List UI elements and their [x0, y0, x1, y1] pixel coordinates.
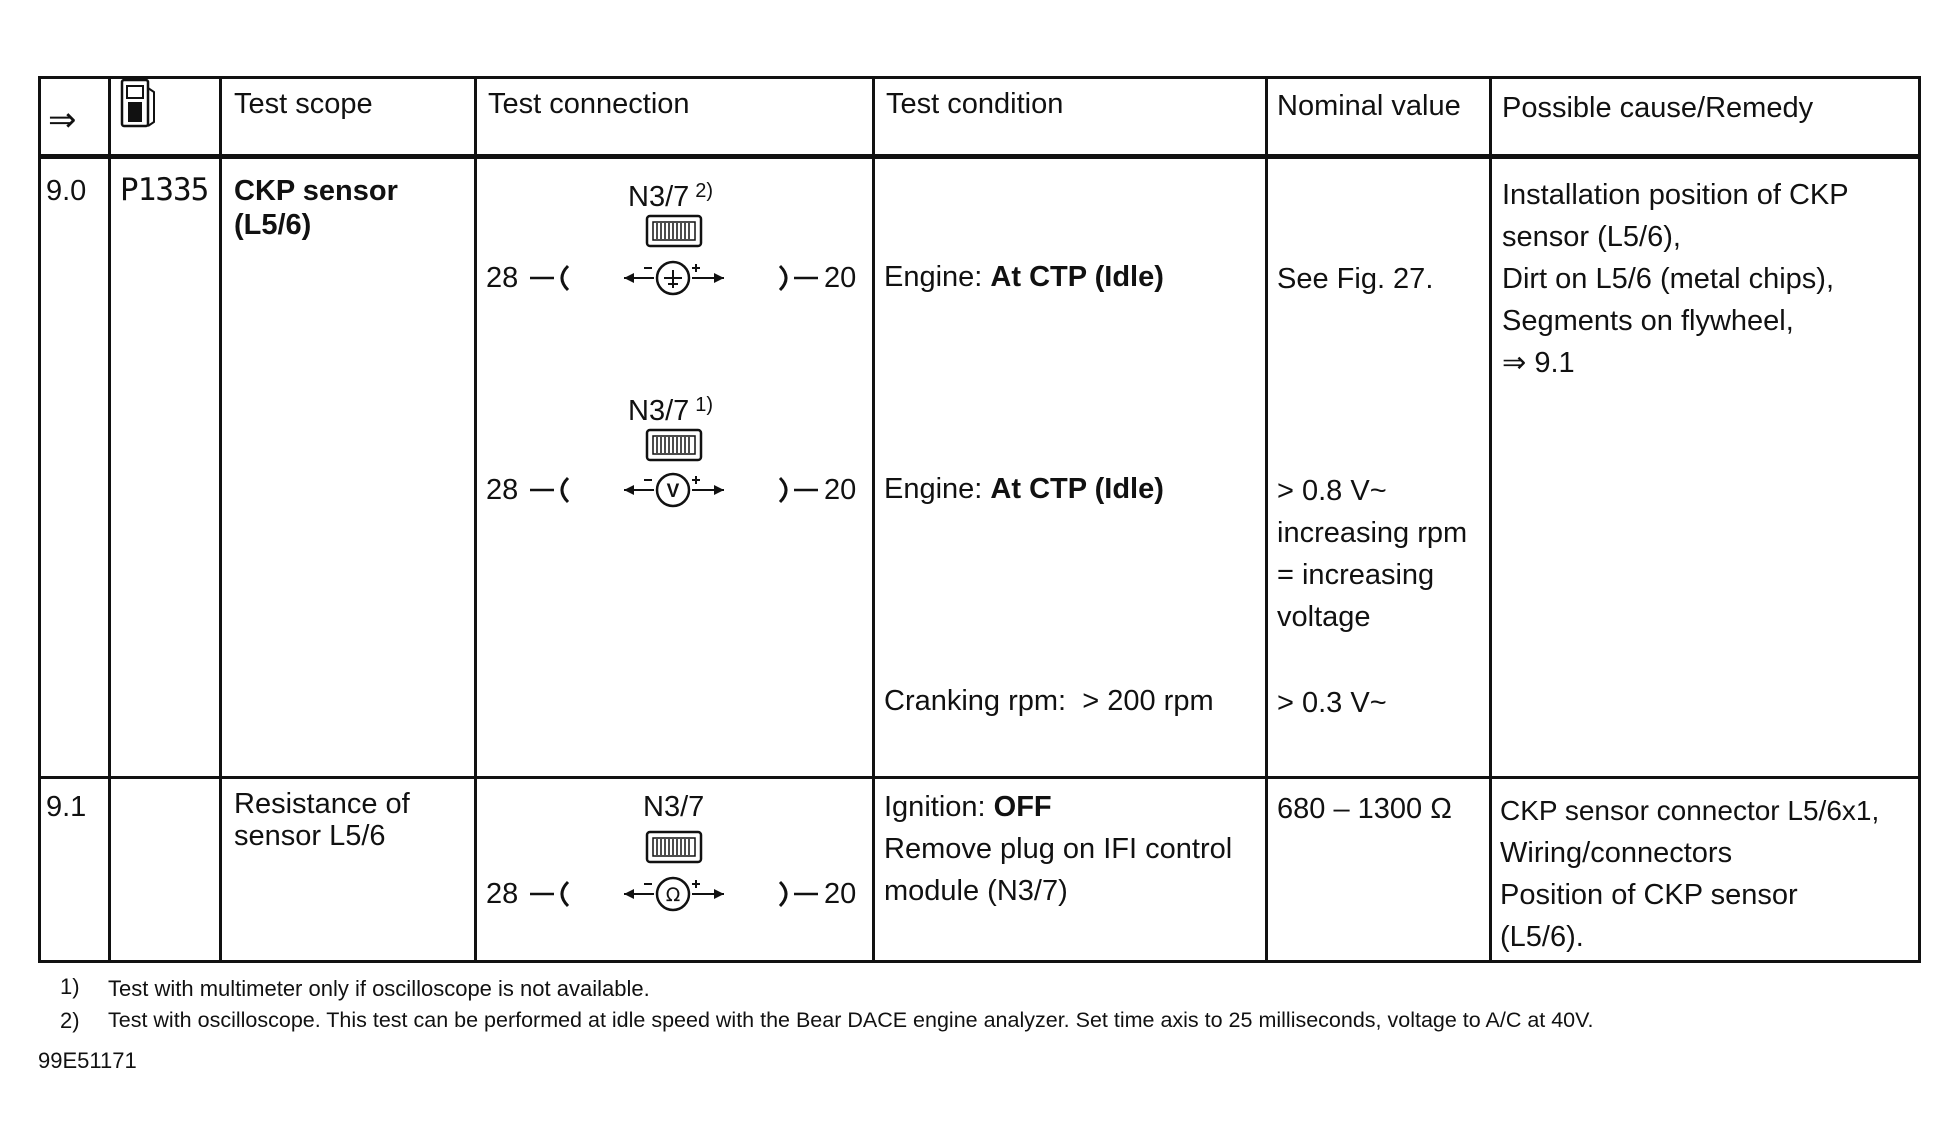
nominal-value: 680 – 1300 Ω — [1277, 793, 1452, 825]
col-divider-4 — [872, 76, 875, 963]
nominal-value: = increasing — [1277, 559, 1435, 591]
header-test-connection: Test connection — [488, 88, 690, 120]
footnote-text: Test with oscilloscope. This test can be performed at idle speed with the Bear DACE engine analyzer. Set time axis to 25 milliseconds, voltage to A/C at 40V. — [108, 1008, 1594, 1032]
svg-text:V: V — [666, 481, 680, 502]
pin-right: 20 — [824, 262, 857, 294]
remedy-line: sensor (L5/6), — [1502, 221, 1681, 253]
test-scope-component: (L5/6) — [234, 209, 312, 241]
test-scope-line: Resistance of — [234, 788, 410, 820]
footnote-text: Test with multimeter only if oscilloscope is not available. — [108, 976, 650, 1001]
pin-left: 28 — [486, 878, 519, 910]
remedy-line: Position of CKP sensor — [1500, 879, 1798, 911]
pin-left: 28 — [486, 262, 519, 294]
voltmeter-icon — [622, 466, 728, 510]
table-border-right — [1918, 76, 1921, 963]
nominal-value: voltage — [1277, 601, 1371, 633]
module-label: N3/7 — [643, 791, 705, 823]
oscilloscope-icon — [622, 254, 728, 298]
probe-left-icon — [528, 262, 574, 292]
remedy-line: Dirt on L5/6 (metal chips), — [1502, 263, 1835, 295]
footnote-mark: 1) — [60, 974, 80, 999]
step-number: 9.0 — [46, 175, 87, 207]
control-module-icon — [645, 830, 705, 866]
remedy-line: Installation position of CKP — [1502, 179, 1849, 211]
row-divider — [38, 776, 1920, 779]
table-border-left — [38, 76, 41, 963]
col-divider-1 — [108, 76, 111, 963]
footnote-ref: 2) — [695, 180, 714, 202]
remedy-line: (L5/6). — [1500, 921, 1584, 953]
nominal-value: See Fig. 27. — [1277, 263, 1434, 295]
ohmmeter-icon — [622, 870, 728, 914]
test-condition: Cranking rpm: > 200 rpm — [884, 685, 1214, 717]
remedy-line: CKP sensor connector L5/6x1, — [1500, 795, 1880, 826]
header-arrow: ⇒ — [48, 101, 77, 139]
module-label: N3/7 $^{1)}$ — [628, 394, 714, 427]
control-module-icon — [645, 214, 705, 250]
probe-left-icon — [528, 474, 574, 504]
test-condition: Engine: At CTP (Idle) — [884, 473, 1164, 505]
probe-right-icon — [776, 474, 822, 504]
control-module-icon — [645, 428, 705, 464]
module-label: N3/7 $^{2)}$ — [628, 180, 714, 213]
pin-right: 20 — [824, 878, 857, 910]
probe-left-icon — [528, 878, 574, 908]
header-test-condition: Test condition — [886, 88, 1064, 120]
header-nominal-value: Nominal value — [1277, 90, 1461, 122]
remedy-line: Wiring/connectors — [1500, 837, 1733, 869]
step-number: 9.1 — [46, 791, 87, 823]
figure-id: 99E51171 — [38, 1048, 137, 1073]
header-test-scope: Test scope — [234, 88, 373, 120]
remedy-line: Segments on flywheel, — [1502, 305, 1794, 337]
nominal-value: increasing rpm — [1277, 517, 1468, 549]
footnote-ref: 1) — [695, 394, 714, 416]
header-divider — [38, 154, 1920, 159]
test-scope-line: sensor L5/6 — [234, 820, 386, 852]
col-divider-2 — [219, 76, 222, 963]
test-condition: Ignition: OFF — [884, 791, 1052, 823]
nominal-value: > 0.3 V~ — [1277, 687, 1387, 719]
test-condition-line: module (N3/7) — [884, 875, 1068, 907]
nominal-value: > 0.8 V~ — [1277, 475, 1387, 507]
probe-right-icon — [776, 878, 822, 908]
test-condition: Engine: At CTP (Idle) — [884, 261, 1164, 293]
probe-right-icon — [776, 262, 822, 292]
diagnostic-tester-icon — [118, 78, 158, 134]
remedy-line: ⇒ 9.1 — [1502, 347, 1575, 379]
col-divider-3 — [474, 76, 477, 963]
col-divider-6 — [1489, 76, 1492, 963]
table-border-top — [38, 76, 1920, 79]
test-condition-line: Remove plug on IFI control — [884, 833, 1233, 865]
footnote-mark: 2) — [60, 1008, 80, 1033]
header-cause-remedy: Possible cause/Remedy — [1502, 92, 1814, 124]
table-border-bottom — [38, 960, 1920, 963]
svg-text:Ω: Ω — [665, 884, 681, 906]
col-divider-5 — [1265, 76, 1268, 963]
pin-right: 20 — [824, 474, 857, 506]
test-scope-title: CKP sensor — [234, 175, 398, 207]
pin-left: 28 — [486, 474, 519, 506]
dtc-code: P1335 — [120, 172, 209, 208]
